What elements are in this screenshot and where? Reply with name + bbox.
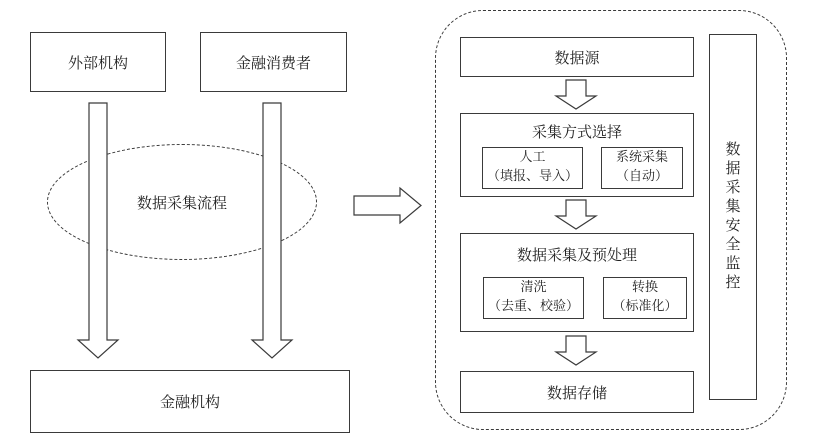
data-source-label: 数据源 xyxy=(554,48,600,67)
financial-institution-label: 金融机构 xyxy=(159,393,220,411)
preprocess-box xyxy=(460,233,694,332)
clean-option-box xyxy=(483,277,584,319)
clean-option-line1: 清洗 xyxy=(520,280,547,296)
security-monitor-label: 数据采集安全监控 xyxy=(723,141,742,293)
process-ellipse xyxy=(47,144,317,260)
manual-option-box xyxy=(482,147,583,189)
clean-option-line2: （去重、校验） xyxy=(487,299,579,314)
financial-consumer-label: 金融消费者 xyxy=(235,53,311,72)
transform-option-box xyxy=(603,277,687,319)
system-option-line1: 系统采集 xyxy=(615,150,668,166)
security-monitor-strip xyxy=(709,34,757,400)
manual-option-line2: （填报、导入） xyxy=(486,169,578,184)
data-source-box xyxy=(460,37,694,77)
transform-option-line2: （标准化） xyxy=(612,299,678,314)
system-option-box xyxy=(601,147,683,189)
data-storage-box xyxy=(460,371,694,413)
financial-consumer-box xyxy=(200,32,347,92)
financial-institution-box xyxy=(30,370,350,433)
manual-option-line1: 人工 xyxy=(519,150,546,166)
right-arrow-expand-icon xyxy=(354,188,421,223)
transform-option-line1: 转换 xyxy=(631,280,658,296)
process-ellipse-label: 数据采集流程 xyxy=(136,193,227,212)
collection-method-box xyxy=(460,113,694,197)
external-org-label: 外部机构 xyxy=(67,53,128,72)
preprocess-title: 数据采集及预处理 xyxy=(516,246,637,264)
data-storage-label: 数据存储 xyxy=(546,383,607,402)
collection-method-title: 采集方式选择 xyxy=(531,123,622,141)
system-option-line2: （自动） xyxy=(615,169,668,184)
external-org-box xyxy=(30,32,166,92)
